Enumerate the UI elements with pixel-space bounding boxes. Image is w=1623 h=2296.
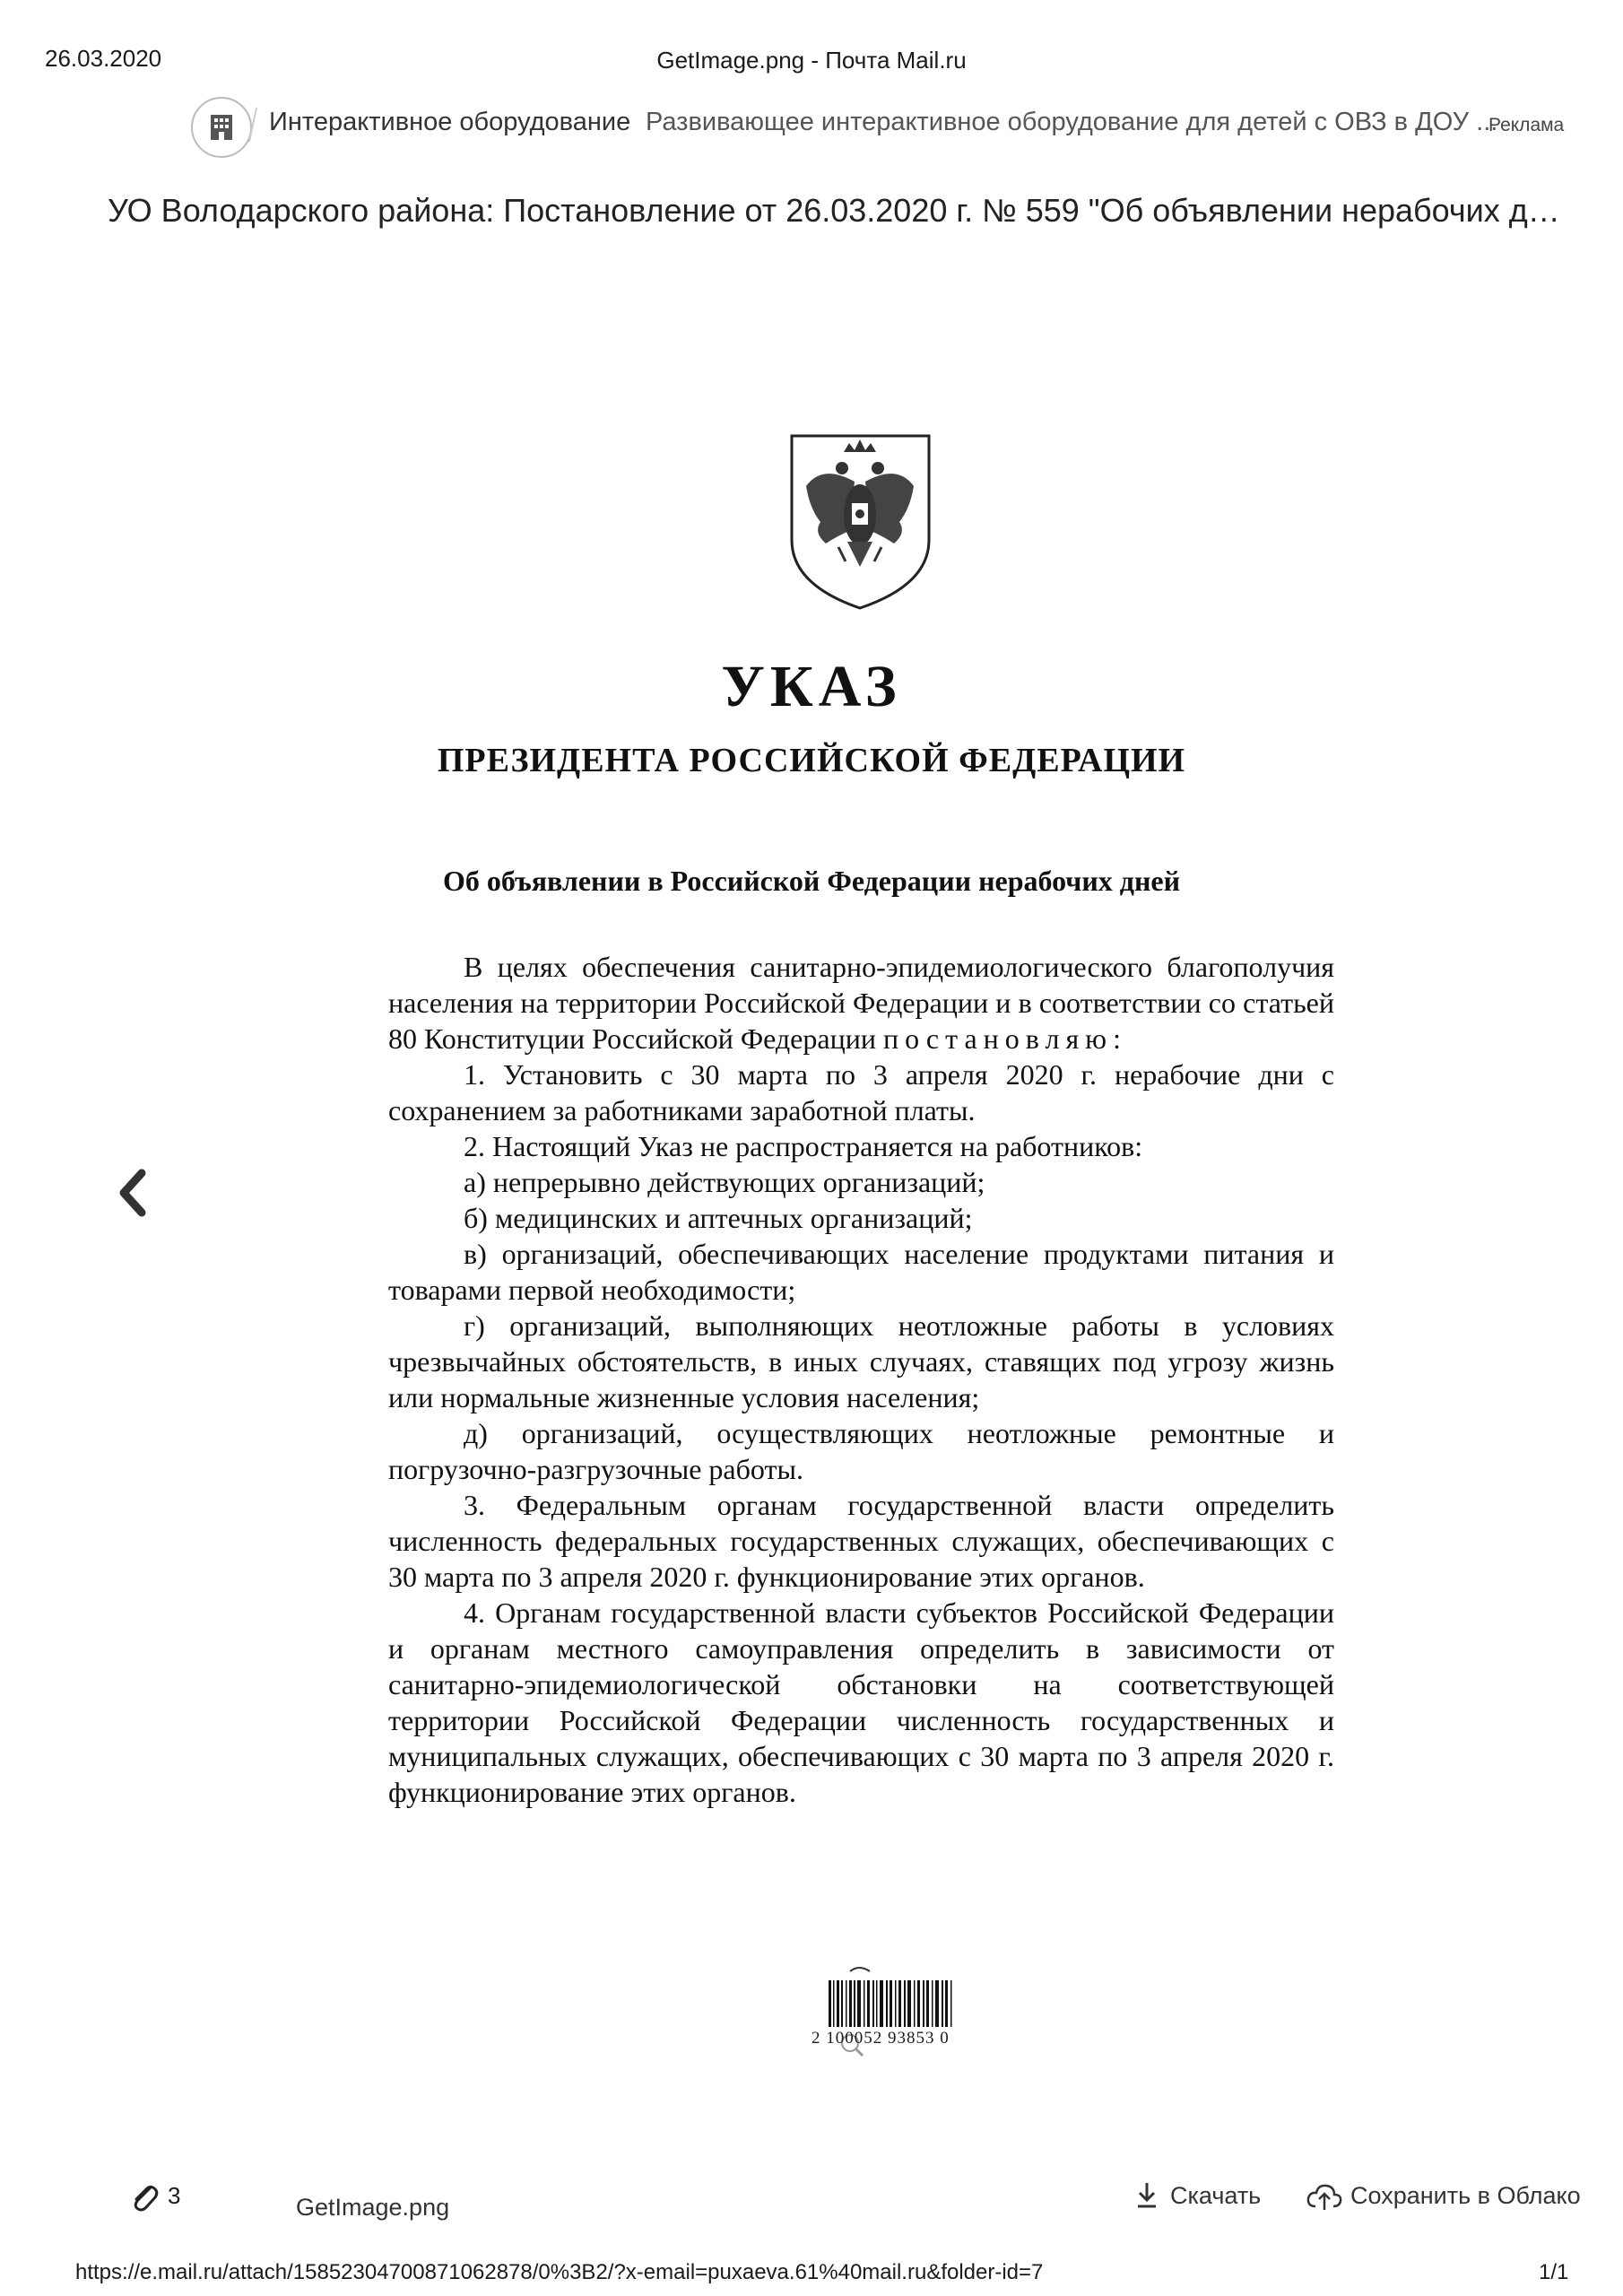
print-date: 26.03.2020 <box>45 45 162 72</box>
document-item: 3. Федеральным органам государственной власти определить численность федеральных государственных служащих, обеспечивающих с 30 марта по 3 апреля 2020 г. функционирование этих органов. <box>388 1489 1334 1593</box>
save-to-cloud-button[interactable]: Сохранить в Облако <box>1350 2182 1581 2209</box>
document-body <box>388 949 1334 1810</box>
document-item: 1. Установить с 30 марта по 3 апреля 2020 г. нерабочие дни с сохранением за работниками заработной платы. <box>388 1058 1334 1126</box>
attachment-count: 3 <box>168 2182 181 2209</box>
ad-label: Реклама <box>1488 115 1565 135</box>
document-item: а) непрерывно действующих организаций; <box>464 1166 985 1198</box>
document-heading: УКАЗ <box>721 654 902 719</box>
email-subject: УО Володарского района: Постановление от 26.03.2020 г. № 559 "Об объявлении нерабочих д… <box>108 192 1560 229</box>
document-item: г) организаций, выполняющих неотложные работы в условиях чрезвычайных обстоятельств, в иных случаях, ставящих под угрозу жизнь или нормальные жизненные условия населения; <box>388 1309 1334 1413</box>
download-icon[interactable] <box>1135 2181 1159 2210</box>
cloud-upload-icon[interactable] <box>1306 2181 1343 2212</box>
building-icon[interactable] <box>191 97 252 158</box>
decree-word: постановляю: <box>882 1022 1127 1055</box>
document-subheading: ПРЕЗИДЕНТА РОССИЙСКОЙ ФЕДЕРАЦИИ <box>437 742 1186 779</box>
barcode-number: 2 100052 93853 0 <box>812 2029 950 2048</box>
ad-description-link[interactable]: Развивающее интерактивное оборудование для детей с ОВЗ в ДОУ ... <box>646 108 1498 136</box>
print-page-number: 1/1 <box>1539 2260 1569 2284</box>
ad-title-link[interactable]: Интерактивное оборудование <box>269 108 631 136</box>
document-item: б) медицинских и аптечных организаций; <box>464 1202 973 1234</box>
chevron-left-icon[interactable] <box>115 1166 151 1220</box>
document-item: 4. Органам государственной власти субъектов Российской Федерации и органам местного самоуправления определить в зависимости от санитарно-эпидемиологической обстановки на соответствующей территории Российской Федерации численность государственных и муниципальных служащих, обеспечивающих с 30 марта по 3 апреля 2020 г. функционирование этих органов. <box>388 1596 1334 1808</box>
print-page-title: GetImage.png - Почта Mail.ru <box>656 47 967 74</box>
attachment-file-name[interactable]: GetImage.png <box>296 2194 450 2221</box>
document-item: в) организаций, обеспечивающих население продуктами питания и товарами первой необходимости; <box>388 1238 1334 1306</box>
document-item: 2. Настоящий Указ не распространяется на работников: <box>464 1130 1143 1162</box>
document-title: Об объявлении в Российской Федерации нерабочих дней <box>442 865 1181 897</box>
print-url: https://e.mail.ru/attach/15852304700871062878/0%3B2/?x-email=puxaeva.61%40mail.ru&folder-id=7 <box>75 2260 1044 2284</box>
document-item: д) организаций, осуществляющих неотложные ремонтные и погрузочно-разгрузочные работы. <box>388 1417 1334 1485</box>
coat-of-arms-emblem <box>786 432 934 612</box>
download-button[interactable]: Скачать <box>1170 2182 1262 2209</box>
document-preamble: В целях обеспечения санитарно-эпидемиологического благополучия населения на территории Российской Федерации и в соответствии со статьей 80 Конституции Российской Федерации постановляю: <box>388 951 1334 1055</box>
paperclip-icon <box>128 2181 161 2213</box>
